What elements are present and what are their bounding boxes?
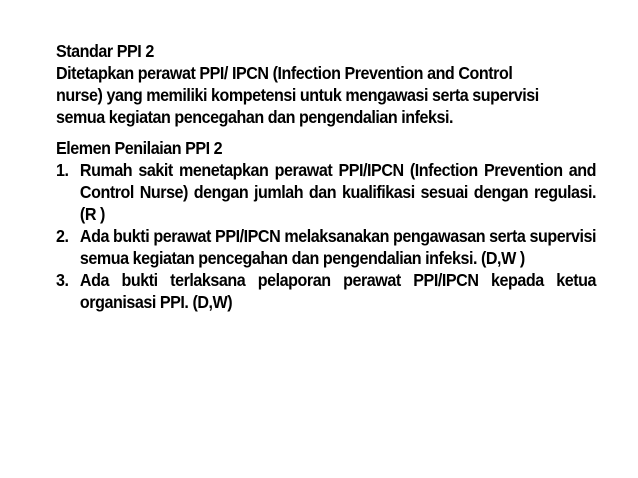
- list-item: [56, 225, 596, 269]
- slide-content: [56, 40, 596, 313]
- list-item: [56, 159, 596, 225]
- list-item-text: Ada bukti terlaksana pelaporan perawat PPI/IPCN kepada ketua organisasi PPI. (D,W): [79, 270, 597, 312]
- standard-section: [56, 40, 596, 128]
- standard-description: Ditetapkan perawat PPI/ IPCN (Infection Prevention and Control nurse) yang memiliki kompetensi untuk mengawasi serta supervisi semua kegiatan pencegahan dan pengendalian infeksi.: [56, 63, 539, 127]
- elements-heading: Elemen Penilaian PPI 2: [56, 138, 223, 158]
- elements-section: [56, 137, 596, 313]
- standard-title: Standar PPI 2: [56, 41, 154, 61]
- list-item-text: Rumah sakit menetapkan perawat PPI/IPCN (Infection Prevention and Control Nurse) dengan jumlah dan kualifikasi sesuai dengan regulasi. (R ): [79, 160, 597, 224]
- list-item: [56, 269, 596, 313]
- list-item-number: 3.: [56, 270, 69, 290]
- list-item-number: 2.: [56, 226, 69, 246]
- list-item-number: 1.: [56, 160, 69, 180]
- list-item-text: Ada bukti perawat PPI/IPCN melaksanakan pengawasan serta supervisi semua kegiatan pencegahan dan pengendalian infeksi. (D,W ): [79, 226, 597, 268]
- elements-list: [56, 159, 596, 313]
- section-gap: [56, 128, 596, 137]
